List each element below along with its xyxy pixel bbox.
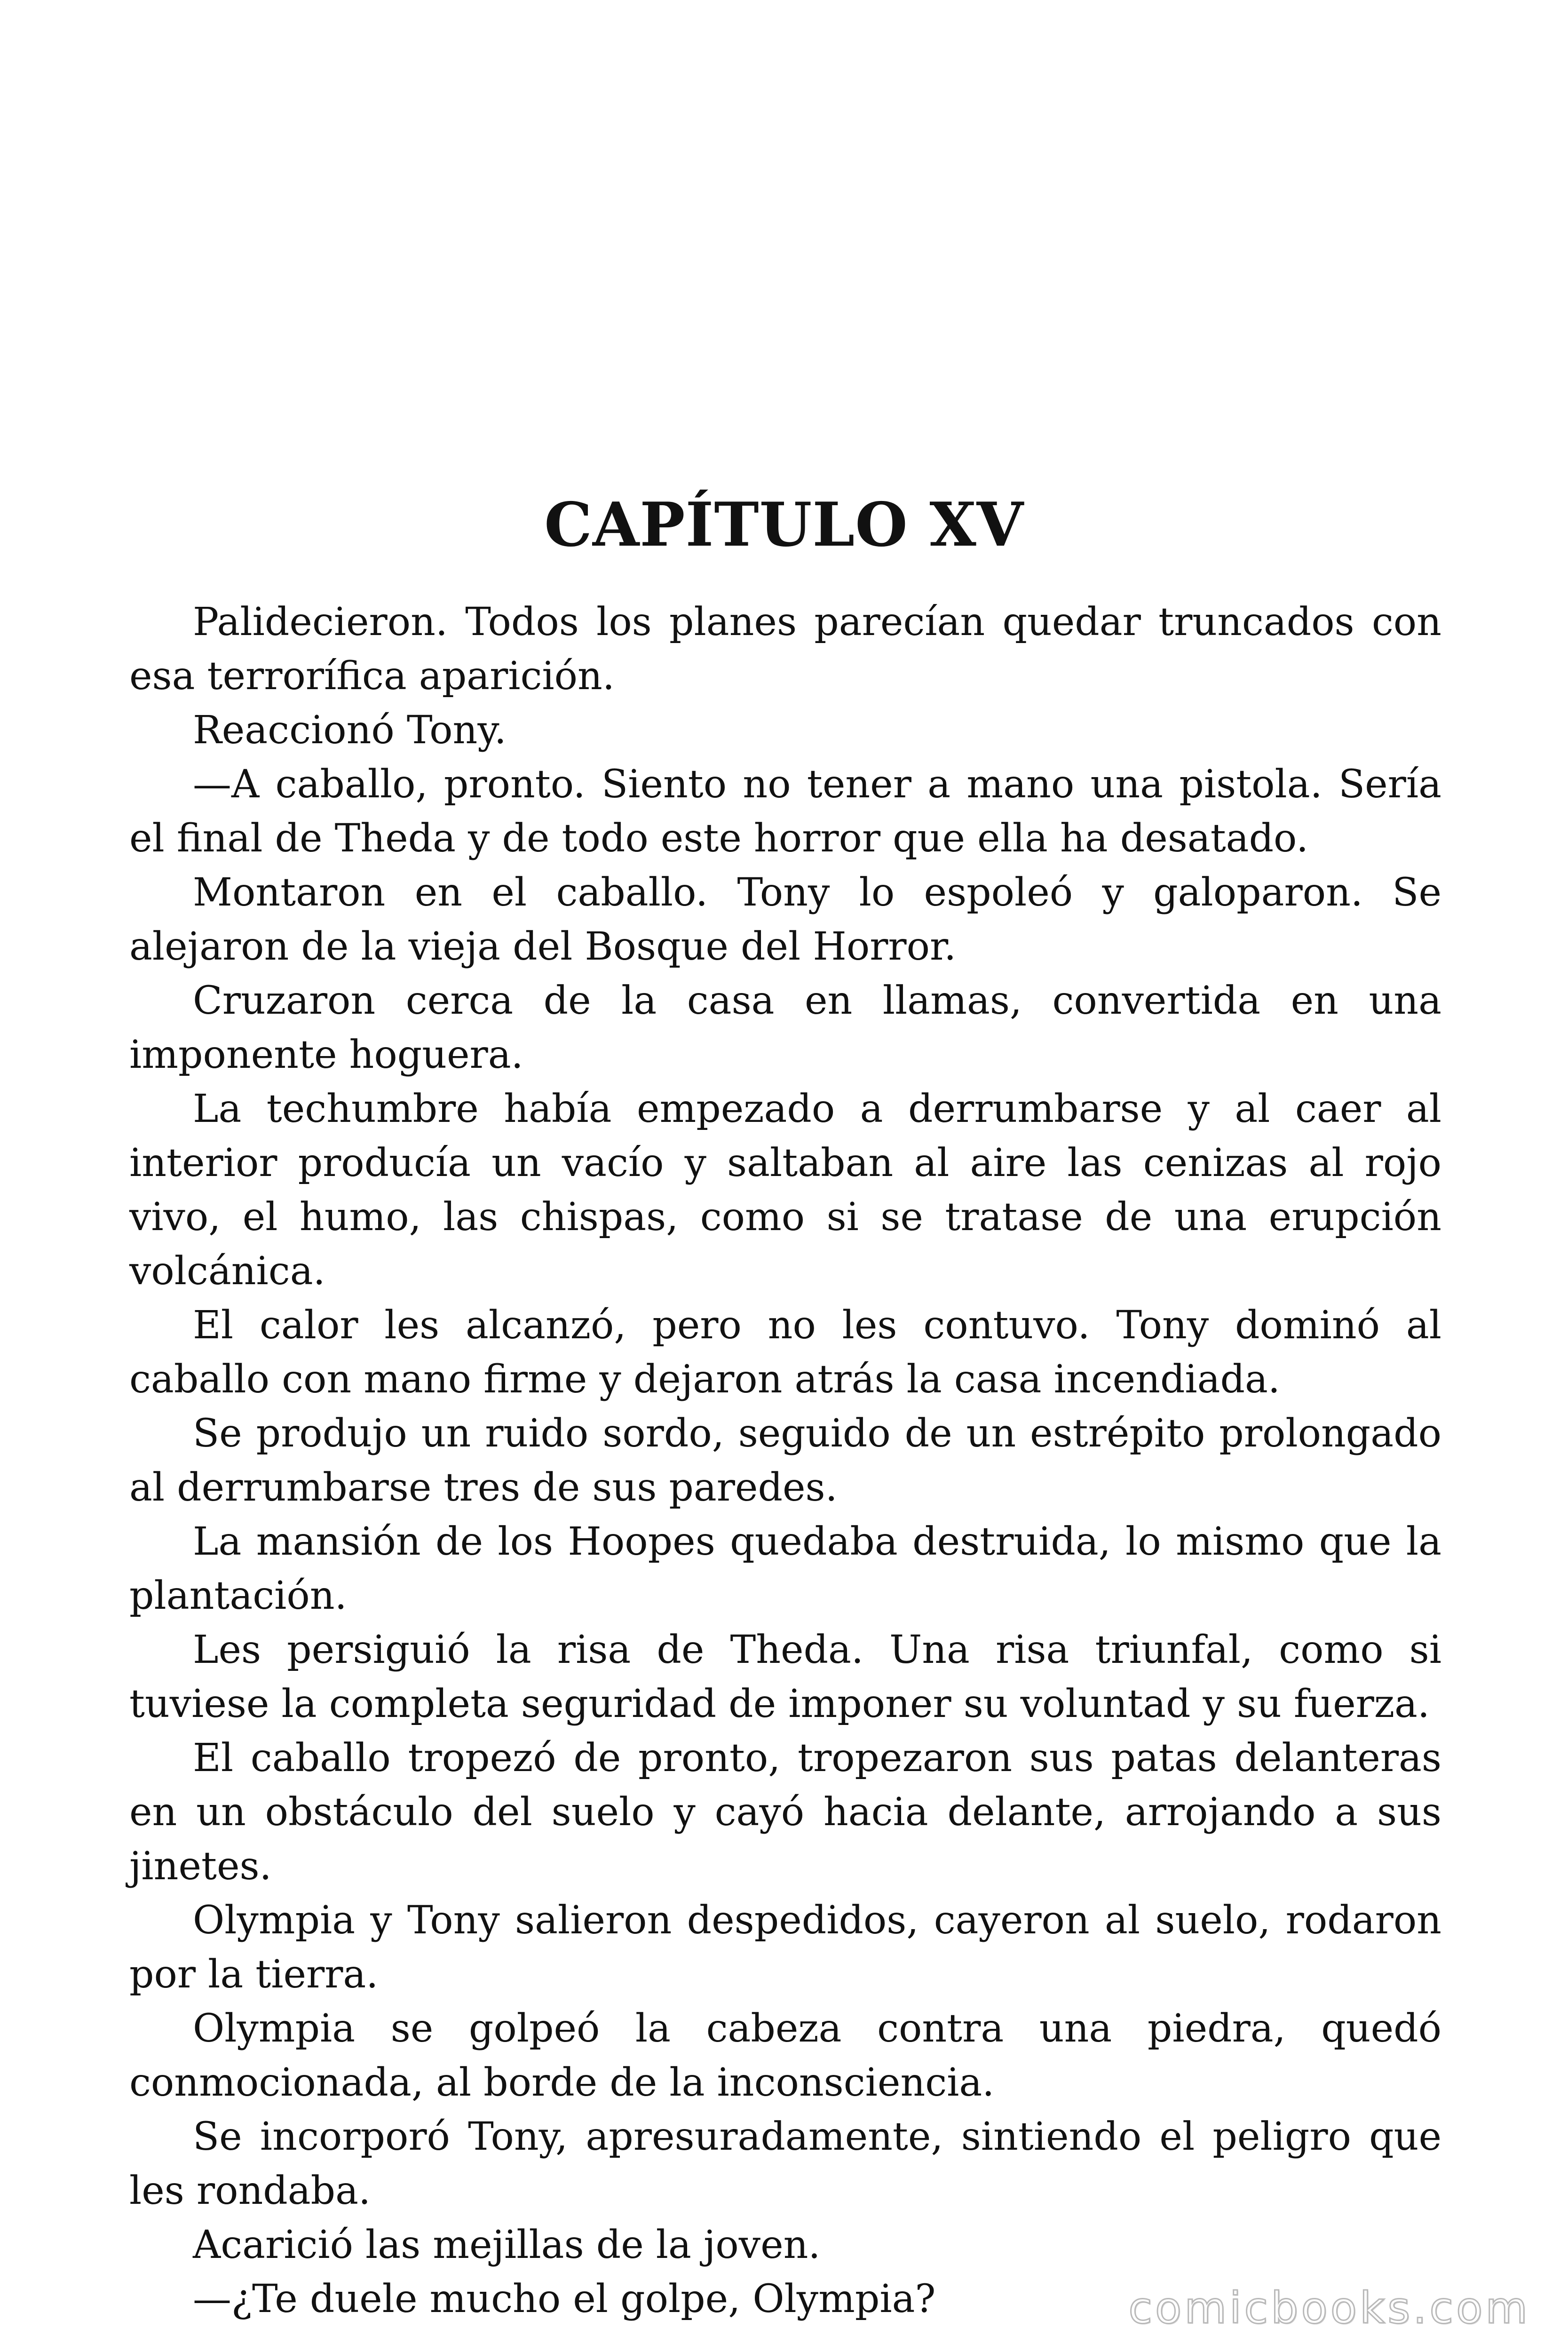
- paragraph: La mansión de los Hoopes quedaba destruida, lo mismo que la plantación.: [129, 1519, 1441, 1618]
- paragraph: Reaccionó Tony.: [193, 708, 507, 753]
- paragraph: —¿Te duele mucho el golpe, Olympia?: [193, 2277, 936, 2321]
- paragraph: La techumbre había empezado a derrumbarse y al caer al interior producía un vacío y saltaban al aire las cenizas al rojo vivo, el humo, las chispas, como si se tratase de una erupción volcánica.: [129, 1087, 1441, 1294]
- paragraph: El caballo tropezó de pronto, tropezaron sus patas delanteras en un obstáculo del suelo y cayó hacia delante, arrojando a sus jinetes.: [129, 1736, 1441, 1889]
- paragraph: Montaron en el caballo. Tony lo espoleó y galoparon. Se alejaron de la vieja del Bosque del Horror.: [129, 870, 1441, 969]
- paragraph: Olympia se golpeó la cabeza contra una piedra, quedó conmocionada, al borde de la inconsciencia.: [129, 2006, 1441, 2105]
- paragraph: Olympia y Tony salieron despedidos, cayeron al suelo, rodaron por la tierra.: [129, 1898, 1441, 1997]
- paragraph: Se produjo un ruido sordo, seguido de un estrépito prolongado al derrumbarse tres de sus paredes.: [129, 1411, 1441, 1510]
- paragraph: Acarició las mejillas de la joven.: [193, 2223, 821, 2267]
- paragraph: Se incorporó Tony, apresuradamente, sintiendo el peligro que les rondaba.: [129, 2114, 1441, 2213]
- watermark: comicbooks.com: [1128, 2283, 1530, 2333]
- paragraph: Cruzaron cerca de la casa en llamas, convertida en una imponente hoguera.: [129, 978, 1441, 1077]
- paragraph: Palidecieron. Todos los planes parecían quedar truncados con esa terrorífica aparición.: [129, 600, 1441, 699]
- paragraph: —A caballo, pronto. Siento no tener a mano una pistola. Sería el final de Theda y de todo este horror que ella ha desatado.: [129, 762, 1441, 861]
- chapter-title: CAPÍTULO XV: [544, 489, 1024, 560]
- paragraph: El calor les alcanzó, pero no les contuvo. Tony dominó al caballo con mano firme y dejaron atrás la casa incendiada.: [129, 1303, 1441, 1402]
- paragraph: Les persiguió la risa de Theda. Una risa triunfal, como si tuviese la completa seguridad de imponer su voluntad y su fuerza.: [129, 1628, 1441, 1726]
- chapter-body: [129, 595, 1441, 2326]
